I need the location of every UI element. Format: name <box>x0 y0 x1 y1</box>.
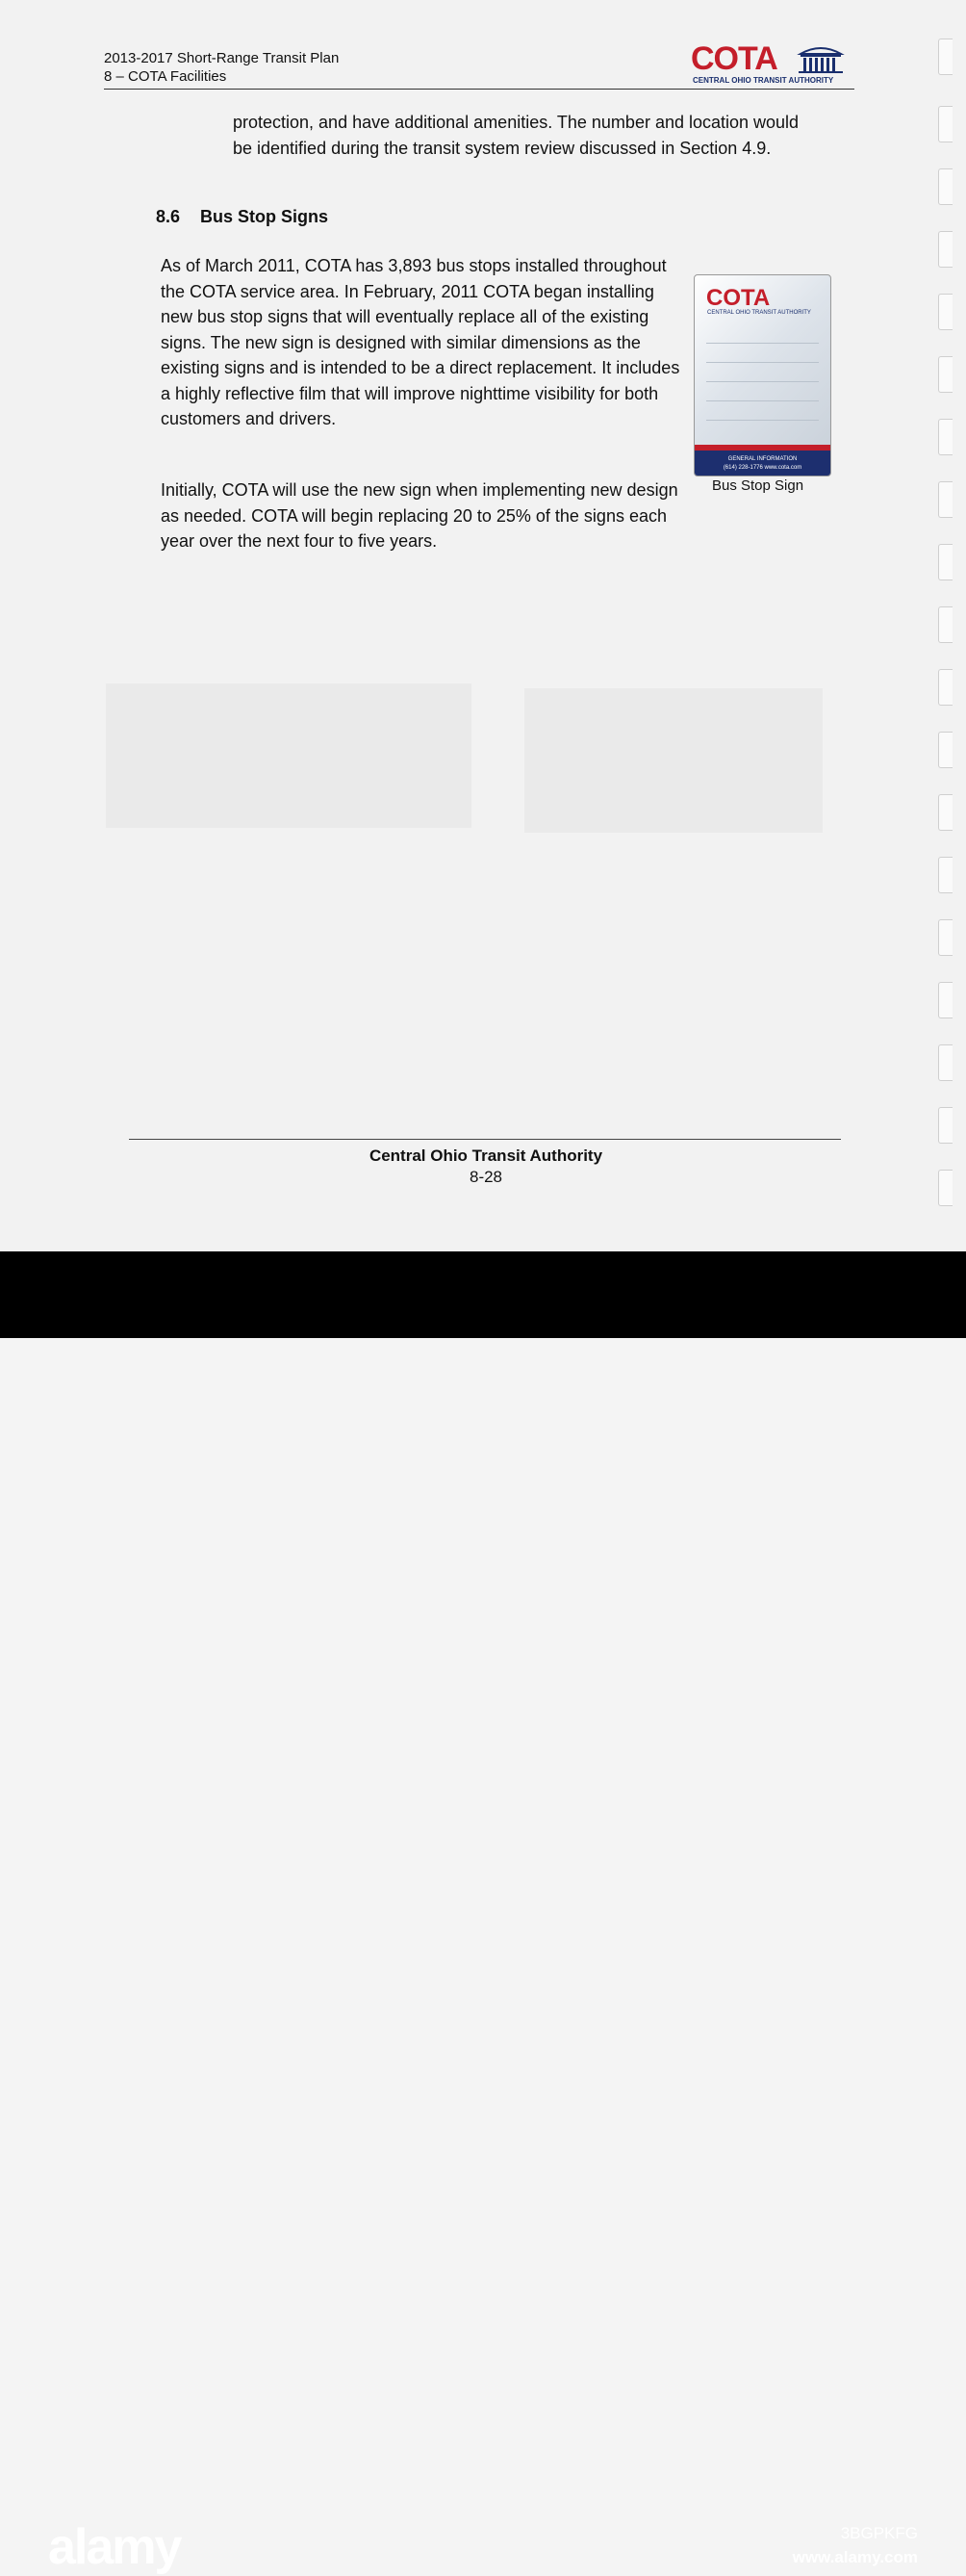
cota-logo <box>691 40 847 89</box>
logo-wordmark: COTA <box>691 40 777 77</box>
section-heading <box>156 207 328 227</box>
section-number: 8.6 <box>156 207 181 226</box>
sign-panel-line <box>706 362 819 363</box>
page-number: 8-28 <box>469 1168 503 1186</box>
binder-tab <box>938 794 953 831</box>
bus-stop-sign-image <box>694 274 831 477</box>
binder-tab <box>938 544 953 580</box>
watermark-banner <box>0 1251 966 2575</box>
binder-tab <box>938 419 953 455</box>
binder-tab <box>938 669 953 706</box>
capitol-dome-icon <box>797 42 845 73</box>
image-id: 3BGPKFG <box>840 2524 918 2542</box>
binder-tab <box>938 606 953 643</box>
binder-tab <box>938 919 953 956</box>
binder-tab <box>938 481 953 518</box>
watermark-url: www.alamy.com <box>792 2548 918 2566</box>
sign-info-band <box>695 451 830 476</box>
header-divider <box>104 89 854 90</box>
binder-tab <box>938 294 953 330</box>
footer-divider <box>129 1139 841 1140</box>
binder-tab <box>938 857 953 893</box>
binder-tab <box>938 732 953 768</box>
sign-panel-line <box>706 381 819 382</box>
sign-panel-line <box>706 343 819 344</box>
binder-tab <box>938 231 953 268</box>
sign-panel-line <box>706 420 819 421</box>
sign-subtitle: CENTRAL OHIO TRANSIT AUTHORITY <box>707 310 811 316</box>
show-through-shelter-left <box>106 683 471 828</box>
continuation-paragraph: protection, and have additional amenities. The number and location would be identified during the transit system review discussed in Section 4.9. <box>233 113 800 158</box>
figure-caption: Bus Stop Sign <box>712 477 804 494</box>
binder-tab <box>938 39 953 75</box>
binder-tab <box>938 106 953 142</box>
binder-tab <box>938 356 953 393</box>
document-page <box>0 0 966 1251</box>
binder-tab <box>938 168 953 205</box>
binder-tab <box>938 1107 953 1144</box>
show-through-shelter-right <box>524 688 823 833</box>
watermark-logo: alamy <box>48 2519 181 2575</box>
section-title: Bus Stop Signs <box>200 207 329 226</box>
binder-tab <box>938 1044 953 1081</box>
paragraph-replacement: Initially, COTA will use the new sign when implementing new design as needed. COTA will begin replacing 20 to 25% of the signs each year over the next four to five years. <box>161 480 678 551</box>
sign-info-contact: (614) 228-1776 www.cota.com <box>723 465 802 471</box>
sign-info-title: GENERAL INFORMATION <box>727 456 798 462</box>
header-chapter: 8 – COTA Facilities <box>104 68 227 85</box>
header-plan-title: 2013-2017 Short-Range Transit Plan <box>104 50 340 66</box>
footer-organization: Central Ohio Transit Authority <box>369 1146 603 1165</box>
paragraph-bus-stops: As of March 2011, COTA has 3,893 bus stops installed throughout the COTA service area. In February, 2011 COTA began installing new bus stop signs that will eventually replace all of the existing signs. The new sign is designed with similar dimensions as the existing signs and is intended to be a direct replacement. It includes a highly reflective film that will improve nighttime visibility for both customers and drivers. <box>161 256 680 428</box>
logo-subtitle: CENTRAL OHIO TRANSIT AUTHORITY <box>693 76 834 85</box>
sign-panel-line <box>706 400 819 401</box>
sign-logo: COTA <box>706 285 771 311</box>
binder-tab <box>938 982 953 1018</box>
